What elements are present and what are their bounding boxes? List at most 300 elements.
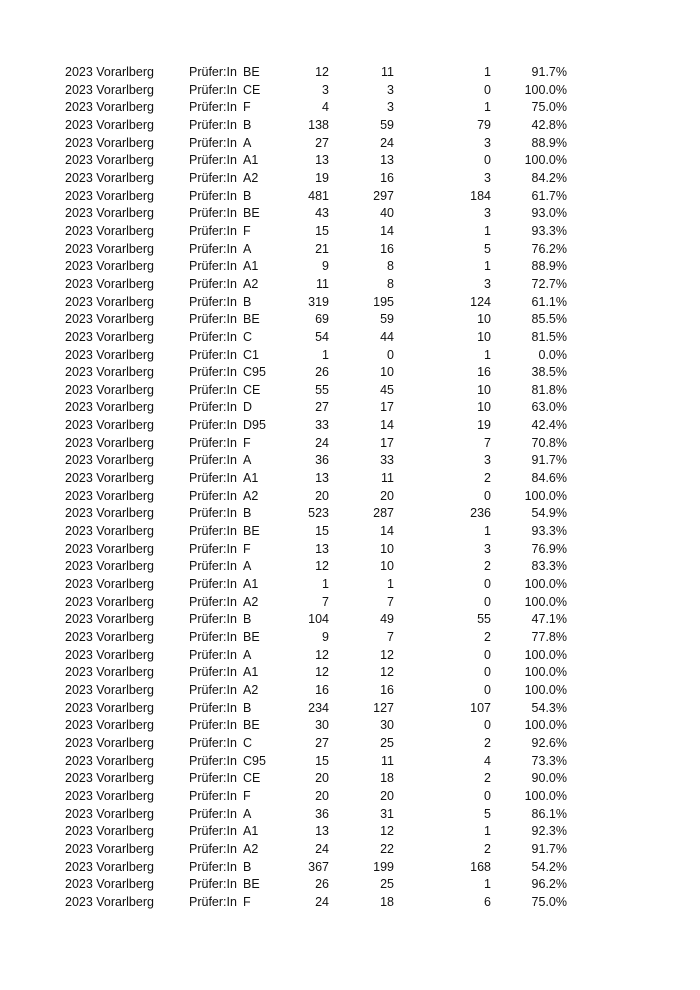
license-class-cell: C95	[243, 753, 266, 768]
failed-count-cell: 2	[484, 630, 491, 644]
failed-count-cell: 5	[484, 241, 491, 256]
total-count-cell: 138	[308, 117, 329, 132]
table-row	[0, 488, 700, 506]
total-count-cell: 15	[315, 524, 329, 539]
role-cell: Prüfer:In	[189, 347, 237, 362]
pass-rate-cell: 90.0%	[531, 771, 567, 786]
table-row	[0, 700, 700, 718]
passed-count-cell: 12	[380, 824, 394, 839]
role-cell: Prüfer:In	[189, 647, 237, 662]
license-class-cell: CE	[243, 771, 261, 786]
total-count-cell: 1	[322, 577, 329, 592]
role-cell: Prüfer:In	[189, 435, 237, 450]
table-row	[0, 64, 700, 82]
license-class-cell: F	[243, 541, 251, 556]
license-class-cell: A2	[243, 594, 259, 609]
role-cell: Prüfer:In	[189, 400, 237, 415]
total-count-cell: 13	[315, 471, 329, 486]
pass-rate-cell: 83.3%	[531, 559, 567, 574]
pass-rate-cell: 88.9%	[531, 135, 567, 150]
role-cell: Prüfer:In	[189, 806, 237, 821]
failed-count-cell: 0	[484, 82, 491, 97]
failed-count-cell: 4	[484, 753, 491, 768]
table-row	[0, 382, 700, 400]
year-region-cell: 2023 Vorarlberg	[65, 418, 154, 433]
table-row	[0, 276, 700, 294]
license-class-cell: B	[243, 188, 252, 203]
total-count-cell: 24	[315, 435, 329, 450]
pass-rate-cell: 100.0%	[524, 665, 567, 680]
role-cell: Prüfer:In	[189, 630, 237, 644]
role-cell: Prüfer:In	[189, 418, 237, 433]
passed-count-cell: 25	[380, 735, 394, 750]
table-row	[0, 611, 700, 629]
pass-rate-cell: 100.0%	[524, 153, 567, 168]
pass-rate-cell: 84.2%	[531, 170, 567, 185]
license-class-cell: BE	[243, 65, 260, 79]
license-class-cell: A1	[243, 665, 259, 680]
failed-count-cell: 6	[484, 894, 491, 909]
role-cell: Prüfer:In	[189, 241, 237, 256]
passed-count-cell: 10	[380, 541, 394, 556]
pass-rate-cell: 76.2%	[531, 241, 567, 256]
year-region-cell: 2023 Vorarlberg	[65, 753, 154, 768]
role-cell: Prüfer:In	[189, 188, 237, 203]
passed-count-cell: 1	[387, 577, 394, 592]
table-row	[0, 682, 700, 700]
failed-count-cell: 0	[484, 788, 491, 803]
role-cell: Prüfer:In	[189, 735, 237, 750]
passed-count-cell: 44	[380, 329, 394, 344]
role-cell: Prüfer:In	[189, 506, 237, 521]
pass-rate-cell: 100.0%	[524, 682, 567, 697]
total-count-cell: 26	[315, 877, 329, 892]
pass-rate-cell: 38.5%	[531, 365, 567, 380]
failed-count-cell: 1	[484, 100, 491, 115]
total-count-cell: 4	[322, 100, 329, 115]
passed-count-cell: 3	[387, 100, 394, 115]
passed-count-cell: 195	[373, 294, 394, 309]
total-count-cell: 30	[315, 718, 329, 733]
license-class-cell: BE	[243, 630, 260, 644]
role-cell: Prüfer:In	[189, 612, 237, 627]
role-cell: Prüfer:In	[189, 117, 237, 132]
failed-count-cell: 1	[484, 223, 491, 238]
year-region-cell: 2023 Vorarlberg	[65, 65, 154, 79]
pass-rate-cell: 42.8%	[531, 117, 567, 132]
year-region-cell: 2023 Vorarlberg	[65, 824, 154, 839]
pass-rate-cell: 100.0%	[524, 82, 567, 97]
license-class-cell: D	[243, 400, 253, 415]
passed-count-cell: 24	[380, 135, 394, 150]
license-class-cell: F	[243, 223, 251, 238]
role-cell: Prüfer:In	[189, 223, 237, 238]
year-region-cell: 2023 Vorarlberg	[65, 877, 154, 892]
failed-count-cell: 16	[477, 365, 491, 380]
license-class-cell: BE	[243, 206, 260, 221]
role-cell: Prüfer:In	[189, 488, 237, 503]
year-region-cell: 2023 Vorarlberg	[65, 100, 154, 115]
total-count-cell: 12	[315, 665, 329, 680]
license-class-cell: A	[243, 806, 252, 821]
role-cell: Prüfer:In	[189, 877, 237, 892]
total-count-cell: 7	[322, 594, 329, 609]
table-row	[0, 329, 700, 347]
failed-count-cell: 236	[470, 506, 491, 521]
pass-rate-cell: 100.0%	[524, 718, 567, 733]
table-row	[0, 505, 700, 523]
table-row	[0, 594, 700, 612]
year-region-cell: 2023 Vorarlberg	[65, 806, 154, 821]
role-cell: Prüfer:In	[189, 365, 237, 380]
license-class-cell: B	[243, 117, 252, 132]
failed-count-cell: 1	[484, 259, 491, 274]
passed-count-cell: 18	[380, 894, 394, 909]
total-count-cell: 27	[315, 135, 329, 150]
failed-count-cell: 3	[484, 170, 491, 185]
license-class-cell: BE	[243, 524, 260, 539]
license-class-cell: A2	[243, 488, 259, 503]
license-class-cell: B	[243, 859, 252, 874]
license-class-cell: A	[243, 559, 252, 574]
passed-count-cell: 3	[387, 82, 394, 97]
year-region-cell: 2023 Vorarlberg	[65, 682, 154, 697]
failed-count-cell: 3	[484, 206, 491, 221]
role-cell: Prüfer:In	[189, 206, 237, 221]
table-row	[0, 788, 700, 806]
passed-count-cell: 14	[380, 418, 394, 433]
passed-count-cell: 20	[380, 788, 394, 803]
license-class-cell: A1	[243, 153, 259, 168]
role-cell: Prüfer:In	[189, 100, 237, 115]
table-row	[0, 629, 700, 647]
spreadsheet-table	[0, 64, 700, 912]
table-row	[0, 223, 700, 241]
year-region-cell: 2023 Vorarlberg	[65, 312, 154, 327]
license-class-cell: A2	[243, 170, 259, 185]
failed-count-cell: 1	[484, 65, 491, 79]
role-cell: Prüfer:In	[189, 841, 237, 856]
role-cell: Prüfer:In	[189, 700, 237, 715]
year-region-cell: 2023 Vorarlberg	[65, 841, 154, 856]
passed-count-cell: 11	[381, 65, 394, 79]
pass-rate-cell: 86.1%	[531, 806, 567, 821]
table-row	[0, 523, 700, 541]
total-count-cell: 55	[315, 382, 329, 397]
year-region-cell: 2023 Vorarlberg	[65, 435, 154, 450]
passed-count-cell: 7	[387, 594, 394, 609]
passed-count-cell: 14	[380, 524, 394, 539]
table-row	[0, 347, 700, 365]
total-count-cell: 13	[315, 541, 329, 556]
license-class-cell: A	[243, 647, 252, 662]
passed-count-cell: 59	[380, 117, 394, 132]
table-row	[0, 841, 700, 859]
year-region-cell: 2023 Vorarlberg	[65, 206, 154, 221]
failed-count-cell: 10	[477, 329, 491, 344]
table-row	[0, 152, 700, 170]
year-region-cell: 2023 Vorarlberg	[65, 135, 154, 150]
total-count-cell: 36	[315, 453, 329, 468]
table-row	[0, 664, 700, 682]
failed-count-cell: 1	[484, 877, 491, 892]
total-count-cell: 19	[315, 170, 329, 185]
license-class-cell: C	[243, 735, 253, 750]
failed-count-cell: 107	[470, 700, 491, 715]
failed-count-cell: 19	[477, 418, 491, 433]
passed-count-cell: 10	[380, 559, 394, 574]
passed-count-cell: 199	[373, 859, 394, 874]
passed-count-cell: 13	[380, 153, 394, 168]
table-row	[0, 806, 700, 824]
pass-rate-cell: 54.2%	[531, 859, 567, 874]
passed-count-cell: 12	[380, 647, 394, 662]
license-class-cell: BE	[243, 312, 260, 327]
total-count-cell: 27	[315, 735, 329, 750]
total-count-cell: 15	[315, 753, 329, 768]
year-region-cell: 2023 Vorarlberg	[65, 647, 154, 662]
year-region-cell: 2023 Vorarlberg	[65, 170, 154, 185]
failed-count-cell: 1	[484, 524, 491, 539]
pass-rate-cell: 54.3%	[531, 700, 567, 715]
pass-rate-cell: 100.0%	[524, 577, 567, 592]
year-region-cell: 2023 Vorarlberg	[65, 276, 154, 291]
role-cell: Prüfer:In	[189, 312, 237, 327]
table-row	[0, 135, 700, 153]
license-class-cell: A1	[243, 471, 259, 486]
total-count-cell: 104	[308, 612, 329, 627]
total-count-cell: 20	[315, 488, 329, 503]
year-region-cell: 2023 Vorarlberg	[65, 400, 154, 415]
role-cell: Prüfer:In	[189, 859, 237, 874]
pass-rate-cell: 0.0%	[538, 347, 567, 362]
pass-rate-cell: 100.0%	[524, 594, 567, 609]
year-region-cell: 2023 Vorarlberg	[65, 82, 154, 97]
year-region-cell: 2023 Vorarlberg	[65, 700, 154, 715]
year-region-cell: 2023 Vorarlberg	[65, 577, 154, 592]
role-cell: Prüfer:In	[189, 559, 237, 574]
passed-count-cell: 40	[380, 206, 394, 221]
failed-count-cell: 124	[470, 294, 491, 309]
license-class-cell: A1	[243, 824, 259, 839]
table-row	[0, 558, 700, 576]
total-count-cell: 11	[316, 276, 329, 291]
total-count-cell: 16	[315, 682, 329, 697]
passed-count-cell: 33	[380, 453, 394, 468]
failed-count-cell: 0	[484, 577, 491, 592]
total-count-cell: 24	[315, 894, 329, 909]
role-cell: Prüfer:In	[189, 824, 237, 839]
year-region-cell: 2023 Vorarlberg	[65, 771, 154, 786]
pass-rate-cell: 73.3%	[531, 753, 567, 768]
passed-count-cell: 7	[387, 630, 394, 644]
role-cell: Prüfer:In	[189, 541, 237, 556]
passed-count-cell: 22	[380, 841, 394, 856]
pass-rate-cell: 100.0%	[524, 488, 567, 503]
license-class-cell: B	[243, 294, 252, 309]
passed-count-cell: 0	[387, 347, 394, 362]
failed-count-cell: 0	[484, 153, 491, 168]
total-count-cell: 12	[315, 647, 329, 662]
table-row	[0, 258, 700, 276]
table-row	[0, 647, 700, 665]
role-cell: Prüfer:In	[189, 153, 237, 168]
total-count-cell: 20	[315, 788, 329, 803]
passed-count-cell: 8	[387, 259, 394, 274]
table-row	[0, 99, 700, 117]
pass-rate-cell: 96.2%	[531, 877, 567, 892]
table-row	[0, 241, 700, 259]
year-region-cell: 2023 Vorarlberg	[65, 630, 154, 644]
year-region-cell: 2023 Vorarlberg	[65, 894, 154, 909]
total-count-cell: 54	[315, 329, 329, 344]
license-class-cell: CE	[243, 82, 261, 97]
failed-count-cell: 79	[477, 117, 491, 132]
role-cell: Prüfer:In	[189, 788, 237, 803]
table-row	[0, 770, 700, 788]
failed-count-cell: 1	[484, 347, 491, 362]
table-row	[0, 894, 700, 912]
role-cell: Prüfer:In	[189, 577, 237, 592]
table-row	[0, 170, 700, 188]
pass-rate-cell: 91.7%	[531, 841, 567, 856]
year-region-cell: 2023 Vorarlberg	[65, 294, 154, 309]
pass-rate-cell: 42.4%	[531, 418, 567, 433]
total-count-cell: 20	[315, 771, 329, 786]
failed-count-cell: 168	[470, 859, 491, 874]
total-count-cell: 1	[322, 347, 329, 362]
pass-rate-cell: 84.6%	[531, 471, 567, 486]
table-row	[0, 452, 700, 470]
failed-count-cell: 0	[484, 488, 491, 503]
passed-count-cell: 12	[380, 665, 394, 680]
failed-count-cell: 10	[477, 312, 491, 327]
total-count-cell: 12	[315, 559, 329, 574]
passed-count-cell: 20	[380, 488, 394, 503]
license-class-cell: F	[243, 894, 251, 909]
failed-count-cell: 2	[484, 559, 491, 574]
license-class-cell: A	[243, 453, 252, 468]
total-count-cell: 234	[308, 700, 329, 715]
failed-count-cell: 0	[484, 718, 491, 733]
pass-rate-cell: 75.0%	[531, 100, 567, 115]
failed-count-cell: 3	[484, 276, 491, 291]
year-region-cell: 2023 Vorarlberg	[65, 153, 154, 168]
passed-count-cell: 59	[380, 312, 394, 327]
pass-rate-cell: 54.9%	[531, 506, 567, 521]
passed-count-cell: 8	[387, 276, 394, 291]
failed-count-cell: 2	[484, 841, 491, 856]
year-region-cell: 2023 Vorarlberg	[65, 117, 154, 132]
passed-count-cell: 127	[373, 700, 394, 715]
pass-rate-cell: 70.8%	[531, 435, 567, 450]
role-cell: Prüfer:In	[189, 294, 237, 309]
failed-count-cell: 2	[484, 471, 491, 486]
license-class-cell: A1	[243, 259, 259, 274]
table-row	[0, 294, 700, 312]
failed-count-cell: 0	[484, 594, 491, 609]
license-class-cell: BE	[243, 718, 260, 733]
role-cell: Prüfer:In	[189, 329, 237, 344]
year-region-cell: 2023 Vorarlberg	[65, 365, 154, 380]
total-count-cell: 12	[315, 65, 329, 79]
year-region-cell: 2023 Vorarlberg	[65, 665, 154, 680]
license-class-cell: B	[243, 506, 252, 521]
license-class-cell: C	[243, 329, 253, 344]
year-region-cell: 2023 Vorarlberg	[65, 347, 154, 362]
total-count-cell: 43	[315, 206, 329, 221]
total-count-cell: 24	[315, 841, 329, 856]
role-cell: Prüfer:In	[189, 753, 237, 768]
passed-count-cell: 10	[380, 365, 394, 380]
role-cell: Prüfer:In	[189, 135, 237, 150]
total-count-cell: 3	[322, 82, 329, 97]
total-count-cell: 481	[308, 188, 329, 203]
failed-count-cell: 2	[484, 771, 491, 786]
role-cell: Prüfer:In	[189, 276, 237, 291]
failed-count-cell: 0	[484, 682, 491, 697]
license-class-cell: A1	[243, 577, 259, 592]
year-region-cell: 2023 Vorarlberg	[65, 382, 154, 397]
total-count-cell: 13	[315, 824, 329, 839]
pass-rate-cell: 81.8%	[531, 382, 567, 397]
license-class-cell: CE	[243, 382, 261, 397]
total-count-cell: 367	[308, 859, 329, 874]
table-row	[0, 859, 700, 877]
pass-rate-cell: 100.0%	[524, 788, 567, 803]
year-region-cell: 2023 Vorarlberg	[65, 541, 154, 556]
role-cell: Prüfer:In	[189, 82, 237, 97]
license-class-cell: F	[243, 788, 251, 803]
year-region-cell: 2023 Vorarlberg	[65, 612, 154, 627]
license-class-cell: D95	[243, 418, 266, 433]
table-row	[0, 876, 700, 894]
table-row	[0, 417, 700, 435]
year-region-cell: 2023 Vorarlberg	[65, 718, 154, 733]
total-count-cell: 36	[315, 806, 329, 821]
total-count-cell: 319	[308, 294, 329, 309]
table-row	[0, 717, 700, 735]
pass-rate-cell: 92.3%	[531, 824, 567, 839]
total-count-cell: 33	[315, 418, 329, 433]
failed-count-cell: 10	[477, 400, 491, 415]
failed-count-cell: 2	[484, 735, 491, 750]
passed-count-cell: 17	[380, 400, 394, 415]
year-region-cell: 2023 Vorarlberg	[65, 788, 154, 803]
license-class-cell: B	[243, 700, 252, 715]
passed-count-cell: 16	[380, 170, 394, 185]
total-count-cell: 9	[322, 630, 329, 644]
table-row	[0, 364, 700, 382]
role-cell: Prüfer:In	[189, 453, 237, 468]
license-class-cell: F	[243, 100, 251, 115]
year-region-cell: 2023 Vorarlberg	[65, 559, 154, 574]
role-cell: Prüfer:In	[189, 682, 237, 697]
pass-rate-cell: 47.1%	[531, 612, 567, 627]
pass-rate-cell: 63.0%	[531, 400, 567, 415]
pass-rate-cell: 93.3%	[531, 524, 567, 539]
year-region-cell: 2023 Vorarlberg	[65, 453, 154, 468]
license-class-cell: A2	[243, 276, 259, 291]
passed-count-cell: 25	[380, 877, 394, 892]
role-cell: Prüfer:In	[189, 665, 237, 680]
license-class-cell: A	[243, 135, 252, 150]
pass-rate-cell: 92.6%	[531, 735, 567, 750]
passed-count-cell: 16	[380, 682, 394, 697]
table-row	[0, 735, 700, 753]
failed-count-cell: 3	[484, 541, 491, 556]
pass-rate-cell: 76.9%	[531, 541, 567, 556]
